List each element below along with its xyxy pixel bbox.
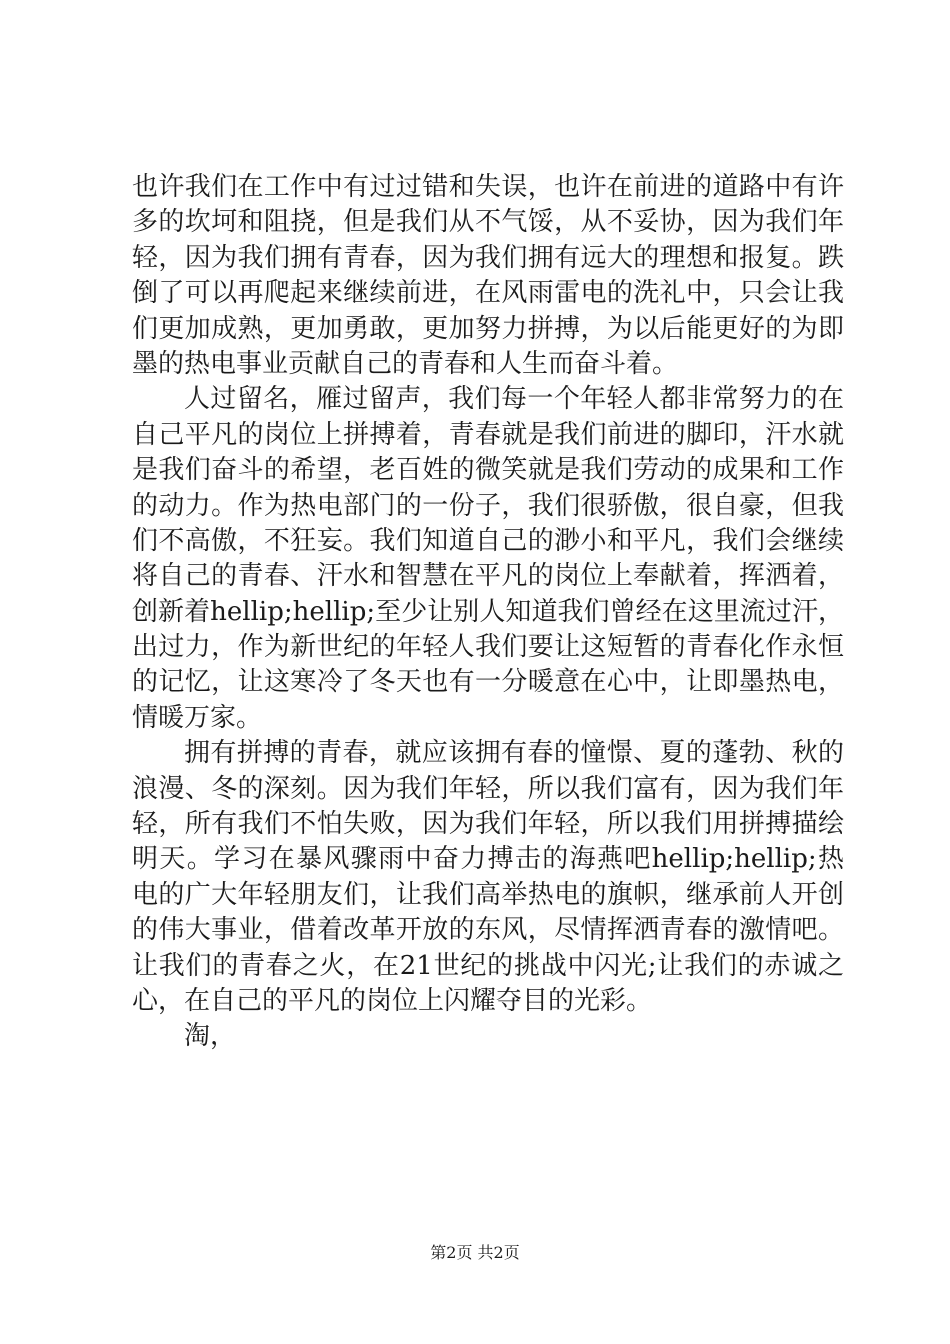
text-line: 浪漫、冬的深刻。因为我们年轻，所以我们富有，因为我们年 [132,773,844,804]
text-line: 是我们奋斗的希望，老百姓的微笑就是我们劳动的成果和工作 [132,455,844,486]
text-line: 让我们的青春之火，在21世纪的挑战中闪光;让我们的赤诚之 [132,950,844,981]
text-line: 的动力。作为热电部门的一份子，我们很骄傲，很自豪，但我 [132,490,844,521]
text-line: 情暖万家。 [132,702,263,733]
text-line: 轻，因为我们拥有青春，因为我们拥有远大的理想和报复。跌 [132,242,844,273]
text-line: 明天。学习在暴风骤雨中奋力搏击的海燕吧hellip;hellip;热 [132,844,844,875]
text-line: 自己平凡的岗位上拼搏着，青春就是我们前进的脚印，汗水就 [132,419,844,450]
page-number-footer: 第2页 共2页 [430,1243,520,1262]
text-line: 创新着hellip;hellip;至少让别人知道我们曾经在这里流过汗， [132,596,844,627]
text-line: 们更加成熟，更加勇敢，更加努力拼搏，为以后能更好的为即 [132,313,844,344]
text-line: 们不高傲，不狂妄。我们知道自己的渺小和平凡，我们会继续 [132,525,844,556]
text-line: 墨的热电事业贡献自己的青春和人生而奋斗着。 [132,348,679,379]
text-line: 将自己的青春、汗水和智慧在平凡的岗位上奉献着，挥洒着， [132,561,844,592]
text-line: 拥有拼搏的青春，就应该拥有春的憧憬、夏的蓬勃、秋的 [184,738,844,769]
text-line: 的记忆，让这寒冷了冬天也有一分暖意在心中，让即墨热电， [132,667,844,698]
text-line: 也许我们在工作中有过过错和失误，也许在前进的道路中有许 [132,172,844,202]
text-line: 多的坎坷和阻挠，但是我们从不气馁，从不妥协，因为我们年 [132,207,844,238]
text-line: 轻，所有我们不怕失败，因为我们年轻，所以我们用拼搏描绘 [132,809,844,840]
text-line: 心，在自己的平凡的岗位上闪耀夺目的光彩。 [132,985,653,1016]
text-line: 出过力，作为新世纪的年轻人我们要让这短暂的青春化作永恒 [132,632,844,663]
text-line: 人过留名，雁过留声，我们每一个年轻人都非常努力的在 [184,384,844,415]
document-body [132,170,844,1055]
text-line: 电的广大年轻朋友们，让我们高举热电的旗帜，继承前人开创 [132,879,844,910]
text-line: 的伟大事业，借着改革开放的东风，尽情挥洒青春的激情吧。 [132,915,844,946]
text-line: 淘， [184,1021,237,1052]
text-line: 倒了可以再爬起来继续前进，在风雨雷电的洗礼中，只会让我 [132,278,844,309]
